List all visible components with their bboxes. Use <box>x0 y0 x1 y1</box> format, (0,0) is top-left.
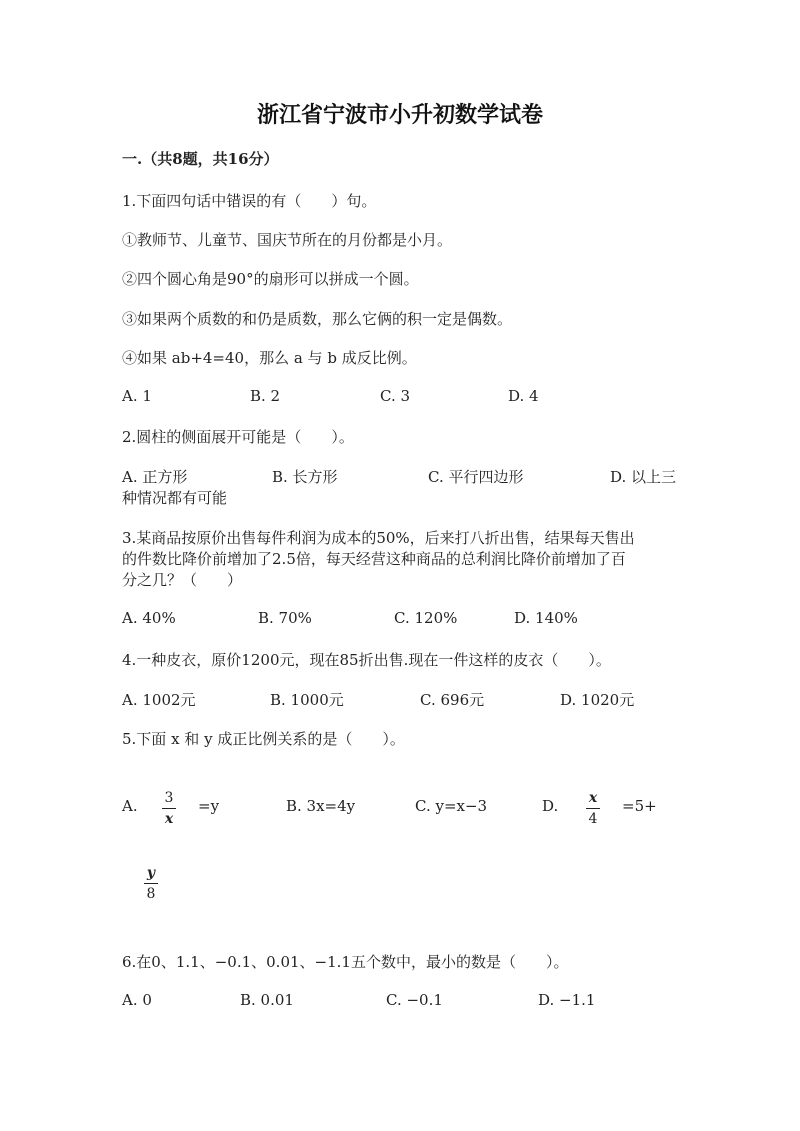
fraction-denominator: 4 <box>588 811 598 827</box>
question-1-statement-2: ②四个圆心角是90°的扇形可以拼成一个圆。 <box>122 270 419 288</box>
question-3-line-2: 的件数比降价前增加了2.5倍，每天经营这种商品的总利润比降价前增加了百 <box>122 550 626 568</box>
question-4-option-c: C. 696元 <box>420 691 485 709</box>
question-3-option-a: A. 40% <box>122 609 176 627</box>
question-1-stem: 1.下面四句话中错误的有（ ）句。 <box>122 192 377 210</box>
question-2-option-d-continued: 种情况都有可能 <box>122 489 228 507</box>
question-4-option-d: D. 1020元 <box>560 691 635 709</box>
fraction-bar <box>144 883 158 884</box>
question-6-option-a: A. 0 <box>122 991 152 1009</box>
question-5-option-d-fraction <box>586 789 600 828</box>
fraction-denominator: x <box>164 811 174 827</box>
question-3-line-3: 分之几？（ ） <box>122 571 243 589</box>
question-1-statement-4: ④如果 ab+4=40，那么 a 与 b 成反比例。 <box>122 349 417 367</box>
question-5-option-a-label: A. <box>122 797 138 815</box>
question-4-stem: 4.一种皮衣，原价1200元，现在85折出售.现在一件这样的皮衣（ ）。 <box>122 651 611 669</box>
question-2-option-d: D. 以上三 <box>610 468 677 486</box>
question-1-option-c: C. 3 <box>380 387 411 405</box>
question-6-stem: 6.在0、1.1、−0.1、0.01、−1.1五个数中，最小的数是（ ）。 <box>122 953 569 971</box>
question-5-option-c: C. y=x−3 <box>415 797 488 815</box>
question-5-option-d-rest: =5+ <box>622 797 657 815</box>
question-3-line-1: 3.某商品按原价出售每件利润为成本的50%，后来打八折出售，结果每天售出 <box>122 529 635 547</box>
question-4-option-a: A. 1002元 <box>122 691 196 709</box>
question-6-option-d: D. −1.1 <box>538 991 596 1009</box>
question-3-option-d: D. 140% <box>514 609 578 627</box>
question-3-option-b: B. 70% <box>258 609 312 627</box>
fraction-bar <box>586 808 600 809</box>
fraction-bar <box>162 808 176 809</box>
page-title: 浙江省宁波市小升初数学试卷 <box>256 102 543 128</box>
fraction-numerator: y <box>146 865 156 881</box>
question-1-statement-1: ①教师节、儿童节、国庆节所在的月份都是小月。 <box>122 231 453 249</box>
question-1-option-b: B. 2 <box>250 387 281 405</box>
question-2-option-b: B. 长方形 <box>272 468 338 486</box>
question-6-option-c: C. −0.1 <box>386 991 443 1009</box>
question-2-option-a: A. 正方形 <box>122 468 188 486</box>
question-1-option-a: A. 1 <box>122 387 152 405</box>
question-1-statement-3: ③如果两个质数的和仍是质数，那么它俩的积一定是偶数。 <box>122 310 513 328</box>
question-5-stem: 5.下面 x 和 y 成正比例关系的是（ ）。 <box>122 730 405 748</box>
question-5-option-b: B. 3x=4y <box>286 797 356 815</box>
question-6-option-b: B. 0.01 <box>240 991 294 1009</box>
section-heading: 一.（共8题，共16分） <box>122 150 279 168</box>
question-2-stem: 2.圆柱的侧面展开可能是（ ）。 <box>122 428 354 446</box>
question-4-option-b: B. 1000元 <box>270 691 344 709</box>
question-5-option-a-rest: =y <box>198 797 220 815</box>
question-2-option-c: C. 平行四边形 <box>428 468 524 486</box>
question-5-option-a-fraction <box>162 789 176 828</box>
question-5-option-d-fraction-2 <box>144 864 158 903</box>
question-5-option-d-label: D. <box>542 797 559 815</box>
fraction-numerator: 3 <box>164 790 174 806</box>
fraction-numerator: x <box>588 790 598 806</box>
fraction-denominator: 8 <box>146 886 156 902</box>
question-3-option-c: C. 120% <box>394 609 458 627</box>
question-1-option-d: D. 4 <box>508 387 539 405</box>
